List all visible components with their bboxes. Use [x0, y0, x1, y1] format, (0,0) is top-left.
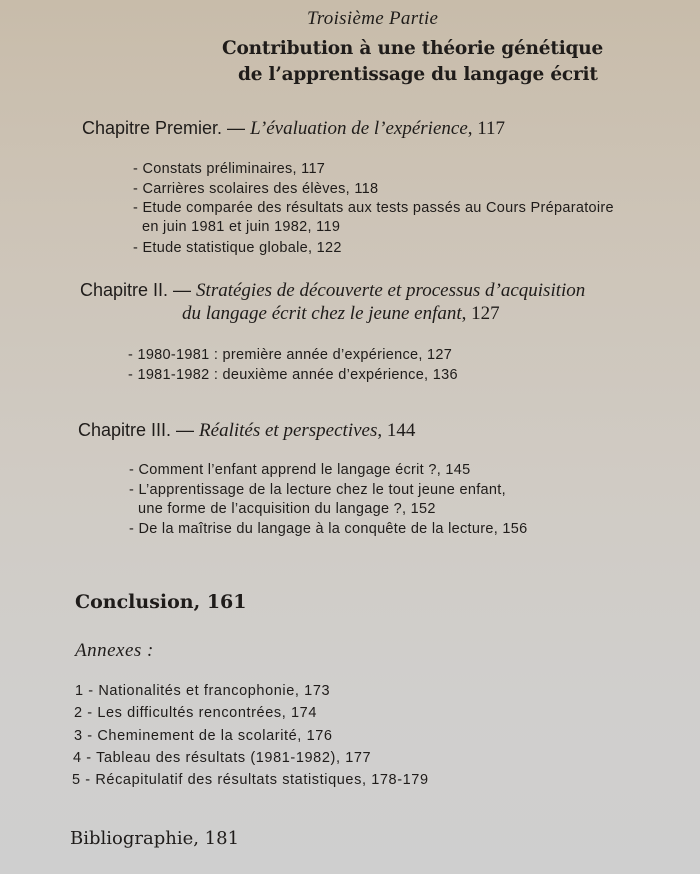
- chapter-1-prefix: Chapitre Premier. —: [82, 118, 251, 138]
- annex-item: 5 - Récapitulatif des résultats statistiques, 178-179: [72, 772, 429, 788]
- chapter-3-prefix: Chapitre III. —: [78, 420, 200, 440]
- chapter-3-item: - De la maîtrise du langage à la conquête de la lecture, 156: [129, 521, 528, 537]
- chapter-3-item-cont: une forme de l’acquisition du langage ?, 152: [138, 501, 436, 517]
- annexes-heading: Annexes :: [75, 640, 154, 661]
- chapter-2-title: Stratégies de découverte et processus d’acquisition: [196, 280, 586, 301]
- conclusion-entry: Conclusion, 161: [75, 591, 247, 613]
- chapter-1-item: - Constats préliminaires, 117: [133, 161, 326, 177]
- chapter-1-title: L’évaluation de l’expérience: [250, 118, 468, 139]
- chapter-1-item: - Carrières scolaires des élèves, 118: [133, 181, 379, 197]
- chapter-1-page: , 117: [467, 118, 506, 139]
- annex-item: 3 - Cheminement de la scolarité, 176: [74, 728, 333, 744]
- chapter-3-page: , 144: [377, 420, 416, 441]
- chapter-2-prefix: Chapitre II. —: [80, 280, 197, 300]
- chapter-2-page: , 127: [461, 303, 500, 324]
- chapter-2-item: - 1980-1981 : première année d’expérience, 127: [128, 347, 453, 363]
- chapter-3-item: - Comment l’enfant apprend le langage écrit ?, 145: [129, 462, 471, 478]
- chapter-2-heading: [80, 280, 585, 302]
- chapter-1-item-cont: en juin 1981 et juin 1982, 119: [142, 219, 341, 235]
- bibliography-entry: Bibliographie, 181: [70, 828, 240, 849]
- chapter-3-heading: [78, 420, 415, 442]
- chapter-2-heading-line-2: [182, 303, 500, 325]
- part-title-line-1: Contribution à une théorie génétique: [222, 38, 604, 59]
- annex-item: 4 - Tableau des résultats (1981-1982), 177: [73, 750, 372, 766]
- part-label: Troisième Partie: [307, 8, 439, 29]
- part-title-line-2: de l’apprentissage du langage écrit: [238, 64, 598, 85]
- chapter-2-item: - 1981-1982 : deuxième année d’expérience, 136: [128, 367, 458, 383]
- annex-item: 1 - Nationalités et francophonie, 173: [75, 683, 331, 699]
- chapter-3-item: - L’apprentissage de la lecture chez le tout jeune enfant,: [129, 482, 506, 498]
- chapter-1-item: - Etude statistique globale, 122: [133, 240, 342, 256]
- chapter-2-title-cont: du langage écrit chez le jeune enfant: [182, 303, 462, 324]
- chapter-1-item: - Etude comparée des résultats aux tests passés au Cours Préparatoire: [133, 200, 614, 216]
- annex-item: 2 - Les difficultés rencontrées, 174: [74, 705, 317, 721]
- chapter-1-heading: [82, 118, 505, 140]
- chapter-3-title: Réalités et perspectives: [199, 420, 378, 441]
